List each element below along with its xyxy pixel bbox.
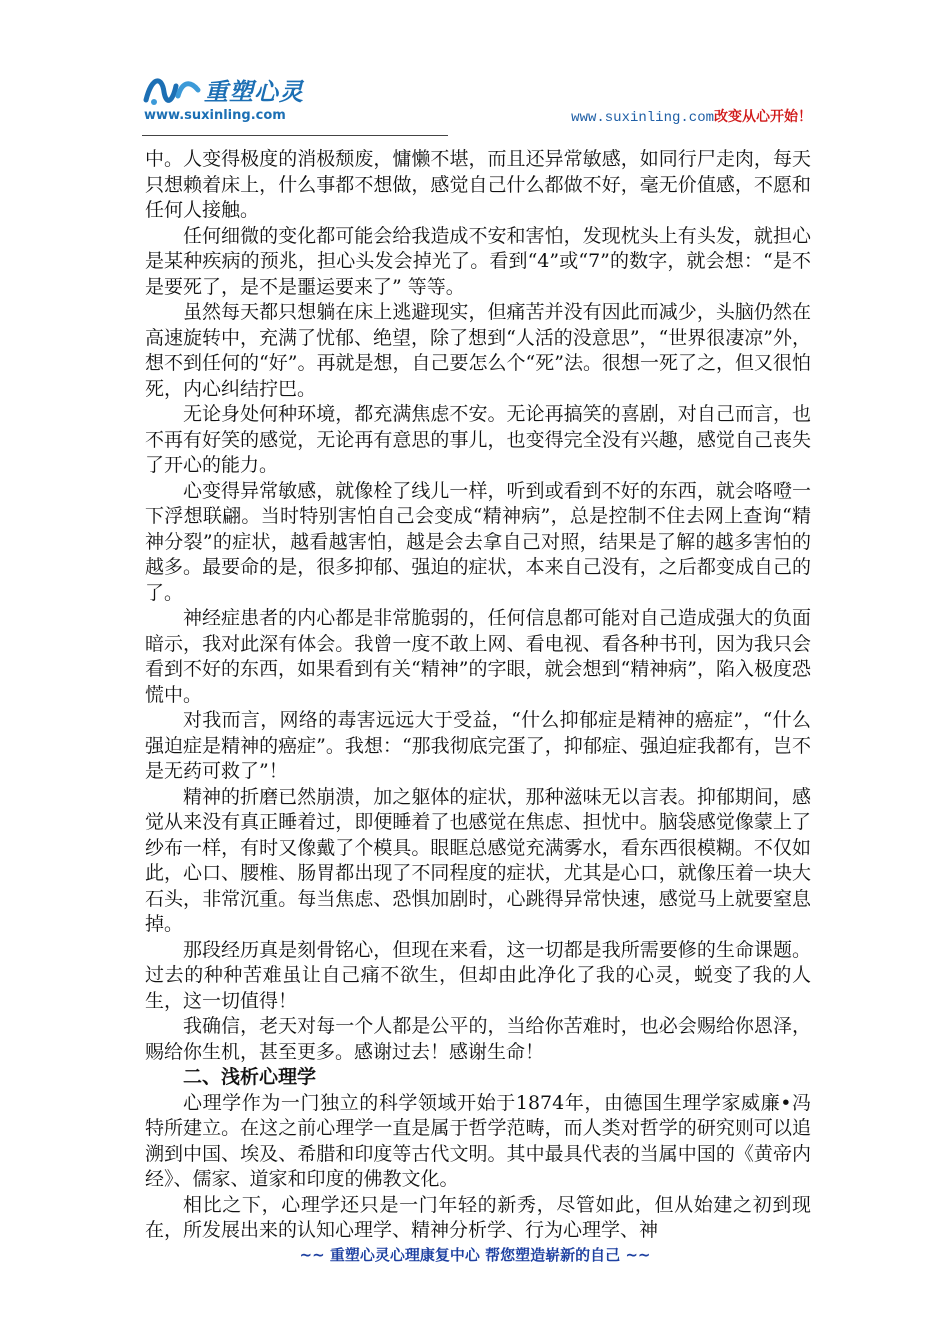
body-paragraph: 神经症患者的内心都是非常脆弱的，任何信息都可能对自己造成强大的负面暗示，我对此深有体会。我曾一度不敢上网、看电视、看各种书刊，因为我只会看到不好的东西，如果看到有关“精神”的字眼，就会想到“精神病”，陷入极度恐慌中。 — [145, 607, 811, 706]
site-url-link[interactable]: www.suxinling.com — [571, 110, 714, 126]
body-paragraph: 任何细微的变化都可能会给我造成不安和害怕，发现枕头上有头发，就担心是某种疾病的预兆，担心头发会掉光了。看到“4”或“7”的数字，就会想：“是不是要死了，是不是噩运要来了” 等等。 — [145, 224, 811, 298]
body-paragraph: 中。人变得极度的消极颓废，慵懒不堪，而且还异常敏感，如同行尸走肉，每天只想赖着床上，什么事都不想做，感觉自己什么都做不好，毫无价值感，不愿和任何人接触。 — [145, 148, 811, 221]
logo-wave-icon — [142, 72, 202, 108]
body-paragraph: 那段经历真是刻骨铭心，但现在来看，这一切都是我所需要修的生命课题。过去的种种苦难虽让自己痛不欲生，但却由此净化了我的心灵，蜕变了我的人生，这一切值得！ — [145, 938, 811, 1012]
body-paragraph: 我确信，老天对每一个人都是公平的，当给你苦难时，也必会赐给你恩泽，赐给你生机，甚至更多。感谢过去！感谢生命！ — [145, 1015, 811, 1063]
header-slogan: 改变从心开始！ — [714, 109, 812, 125]
body-paragraph: 对我而言，网络的毒害远远大于受益，“什么抑郁症是精神的癌症”，“什么强迫症是精神的癌症”。我想：“那我彻底完蛋了，抑郁症、强迫症我都有，岂不是无药可救了”！ — [145, 709, 811, 782]
header-divider — [142, 135, 448, 136]
body-paragraph: 精神的折磨已然崩溃，加之躯体的症状，那种滋味无以言表。抑郁期间，感觉从来没有真正睡着过，即便睡着了也感觉在焦虑、担忧中。脑袋感觉像蒙上了纱布一样，有时又像戴了个模具。眼眶总感觉充满雾水，看东西很模糊。不仅如此，心口、腰椎、肠胃都出现了不同程度的症状，尤其是心口，就像压着一块大石头，非常沉重。每当焦虑、恐惧加剧时，心跳得异常快速，感觉马上就要窒息掉。 — [145, 785, 811, 935]
page-footer: ~~ 重塑心灵心理康复中心 帮您塑造崭新的自己 ~~ — [299, 1246, 651, 1264]
body-paragraph: 相比之下，心理学还只是一门年轻的新秀，尽管如此，但从始建之初到现在，所发展出来的认知心理学、精神分析学、行为心理学、神 — [145, 1193, 811, 1241]
body-paragraph: 心变得异常敏感，就像栓了线儿一样，听到或看到不好的东西，就会咯噔一下浮想联翩。当时特别害怕自己会变成“精神病”，总是控制不住去网上查询“精神分裂”的症状，越看越害怕，越是会去拿自己对照，结果是了解的越多害怕的越多。最要命的是，很多抑郁、强迫的症状，本来自己没有，之后都变成自己的了。 — [145, 479, 811, 604]
section-heading: 二、浅析心理学 — [183, 1066, 317, 1088]
document-body — [145, 147, 811, 1244]
site-logo[interactable] — [142, 66, 342, 126]
header-tagline — [571, 106, 812, 126]
body-paragraph: 心理学作为一门独立的科学领域开始于1874年，由德国生理学家威廉•冯特所建立。在这之前心理学一直是属于哲学范畴，而人类对哲学的研究则可以追溯到中国、埃及、希腊和印度等古代文明。其中最具代表的当属中国的《黄帝内经》、儒家、道家和印度的佛教文化。 — [145, 1091, 811, 1190]
body-paragraph: 无论身处何种环境，都充满焦虑不安。无论再搞笑的喜剧，对自己而言，也不再有好笑的感觉，无论再有意思的事儿，也变得完全没有兴趣，感觉自己丧失了开心的能力。 — [145, 403, 811, 476]
body-paragraph: 虽然每天都只想躺在床上逃避现实，但痛苦并没有因此而减少，头脑仍然在高速旋转中，充满了忧郁、绝望，除了想到“人活的没意思”，“世界很凄凉”外，想不到任何的“好”。再就是想，自己要怎么个“死”法。很想一死了之，但又很怕死，内心纠结拧巴。 — [145, 301, 811, 400]
logo-url: www.suxinling.com — [144, 108, 286, 123]
page-header — [142, 58, 812, 138]
logo-title: 重塑心灵 — [204, 78, 304, 106]
